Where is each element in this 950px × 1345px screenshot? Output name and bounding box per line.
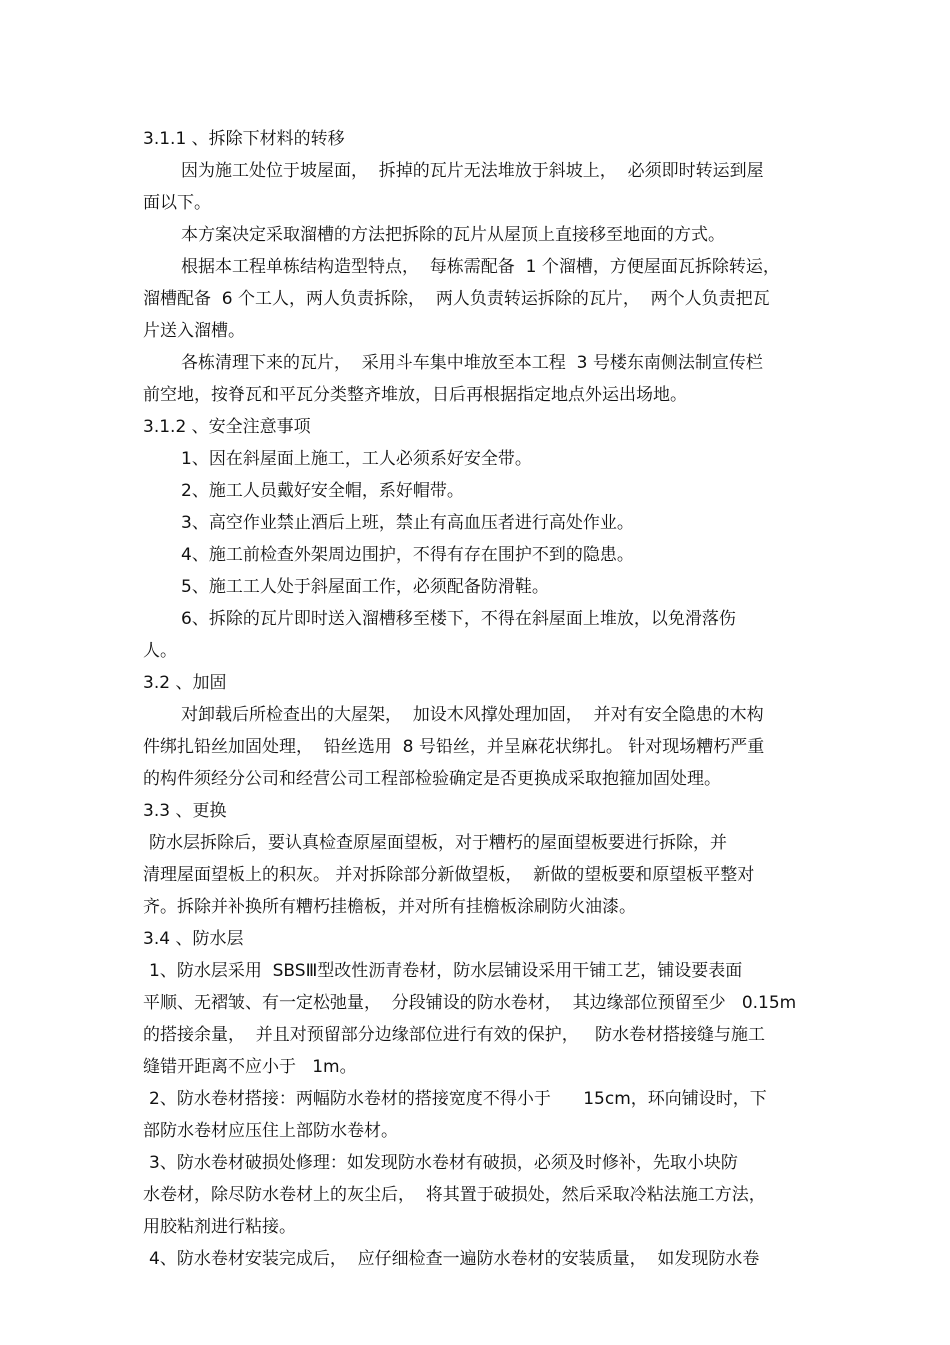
list-item: 4、施工前检查外架周边围护，不得有存在围护不到的隐患。: [181, 545, 634, 565]
paragraph-line: 清理屋面望板上的积灰。 并对拆除部分新做望板， 新做的望板要和原望板平整对: [143, 865, 755, 885]
paragraph-line: 各栋清理下来的瓦片， 采用斗车集中堆放至本工程 3 号楼东南侧法制宣传栏: [181, 353, 763, 373]
list-item-continuation: 部防水卷材应压住上部防水卷材。: [143, 1121, 398, 1141]
heading-3-1-2: 3.1.2 、安全注意事项: [143, 417, 311, 437]
list-item: 6、拆除的瓦片即时送入溜槽移至楼下，不得在斜屋面上堆放，以免滑落伤: [181, 609, 736, 629]
paragraph-line: 前空地，按脊瓦和平瓦分类整齐堆放，日后再根据指定地点外运出场地。: [143, 385, 687, 405]
list-item-continuation: 的搭接余量， 并且对预留部分边缘部位进行有效的保护， 防水卷材搭接缝与施工: [143, 1025, 766, 1045]
list-item-continuation: 平顺、无褶皱、有一定松弛量， 分段铺设的防水卷材， 其边缘部位预留至少 0.15m: [143, 993, 797, 1013]
heading-3-3: 3.3 、更换: [143, 801, 227, 821]
list-item-continuation: 用胶粘剂进行粘接。: [143, 1217, 296, 1237]
paragraph-line: 溜槽配备 6 个工人，两人负责拆除， 两人负责转运拆除的瓦片， 两个人负责把瓦: [143, 289, 770, 309]
list-item: 2、防水卷材搭接：两幅防水卷材的搭接宽度不得小于 15cm，环向铺设时，下: [149, 1089, 767, 1109]
list-item: 3、防水卷材破损处修理：如发现防水卷材有破损，必须及时修补，先取小块防: [149, 1153, 738, 1173]
paragraph-line: 防水层拆除后，要认真检查原屋面望板，对于糟朽的屋面望板要进行拆除，并: [149, 833, 727, 853]
list-item: 2、施工人员戴好安全帽，系好帽带。: [181, 481, 464, 501]
list-item: 5、施工工人处于斜屋面工作，必须配备防滑鞋。: [181, 577, 549, 597]
paragraph-line: 对卸载后所检查出的大屋架， 加设木风撑处理加固， 并对有安全隐患的木构: [181, 705, 764, 725]
paragraph-line: 的构件须经分公司和经营公司工程部检验确定是否更换成采取抱箍加固处理。: [143, 769, 721, 789]
paragraph-line: 件绑扎铅丝加固处理， 铅丝选用 8 号铅丝，并呈麻花状绑扎。 针对现场糟朽严重: [143, 737, 765, 757]
heading-3-1-1: 3.1.1 、拆除下材料的转移: [143, 129, 345, 149]
paragraph-line: 面以下。: [143, 193, 211, 213]
heading-3-2: 3.2 、加固: [143, 673, 227, 693]
heading-3-4: 3.4 、防水层: [143, 929, 244, 949]
paragraph-line: 根据本工程单栋结构造型特点， 每栋需配备 1 个溜槽，方便屋面瓦拆除转运，: [181, 257, 780, 277]
list-item-continuation: 缝错开距离不应小于 1m。: [143, 1057, 357, 1077]
paragraph-line: 本方案决定采取溜槽的方法把拆除的瓦片从屋顶上直接移至地面的方式。: [181, 225, 725, 245]
list-item-continuation: 水卷材，除尽防水卷材上的灰尘后， 将其置于破损处，然后采取冷粘法施工方法，: [143, 1185, 766, 1205]
paragraph-line: 片送入溜槽。: [143, 321, 245, 341]
list-item: 3、高空作业禁止酒后上班，禁止有高血压者进行高处作业。: [181, 513, 634, 533]
list-item: 4、防水卷材安装完成后， 应仔细检查一遍防水卷材的安装质量， 如发现防水卷: [149, 1249, 760, 1269]
list-item: 1、因在斜屋面上施工，工人必须系好安全带。: [181, 449, 532, 469]
list-item-continuation: 人。: [143, 641, 177, 661]
paragraph-line: 因为施工处位于坡屋面， 拆掉的瓦片无法堆放于斜坡上， 必须即时转运到屋: [181, 161, 764, 181]
paragraph-line: 齐。拆除并补换所有糟朽挂檐板，并对所有挂檐板涂刷防火油漆。: [143, 897, 636, 917]
list-item: 1、防水层采用 SBSⅢ型改性沥青卷材，防水层铺设采用干铺工艺，铺设要表面: [149, 961, 743, 981]
